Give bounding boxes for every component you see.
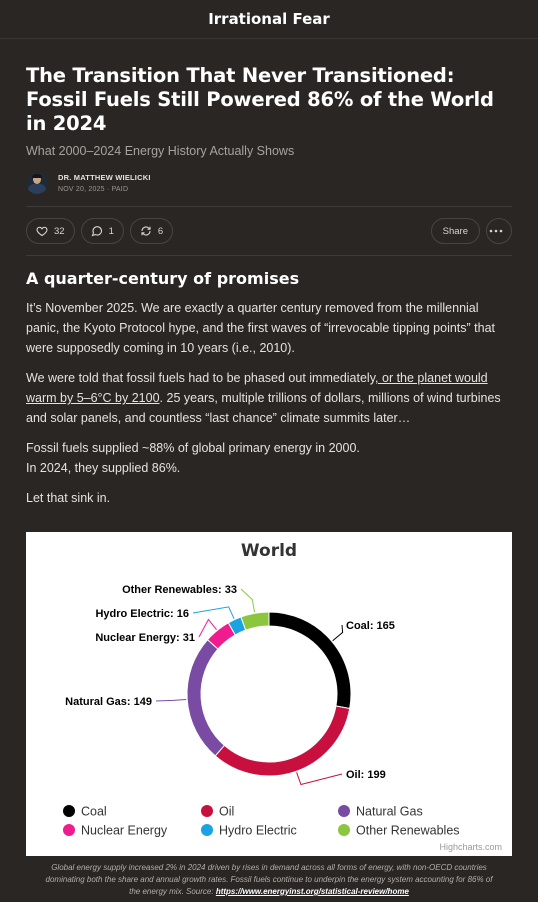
legend-item-nuclear-energy[interactable]: Nuclear Energy	[81, 823, 168, 838]
paragraph-4: Let that sink in.	[26, 491, 111, 505]
slice-coal[interactable]	[269, 612, 351, 708]
legend-item-other-renewables[interactable]: Other Renewables	[356, 823, 460, 838]
connector-hydro-electric	[193, 607, 234, 619]
data-label-oil: Oil: 199	[346, 769, 386, 781]
section-heading: A quarter-century of promises	[26, 269, 300, 288]
restack-button[interactable]	[130, 218, 173, 244]
legend-marker-other-renewables[interactable]	[338, 824, 350, 836]
avatar[interactable]	[26, 172, 48, 194]
connector-other-renewables	[241, 589, 255, 612]
donut-chart	[26, 532, 512, 856]
comment-button[interactable]	[81, 218, 124, 244]
like-count: 32	[54, 225, 65, 237]
slice-oil[interactable]	[215, 706, 349, 776]
connector-coal	[333, 625, 343, 641]
comment-count: 1	[108, 225, 114, 237]
byline-meta	[58, 173, 151, 193]
paragraph-1: It’s November 2025. We are exactly a quarter century removed from the millennial panic, the Kyoto Protocol hype, and the first waves of “irrevocable tipping points” that were supposedly coming in 10 years (i.e., 2010).	[26, 301, 496, 355]
paragraph-2	[26, 368, 512, 428]
restack-icon	[140, 225, 152, 237]
more-options-button[interactable]	[486, 218, 512, 244]
connector-natural-gas	[156, 699, 186, 701]
post-container	[0, 64, 538, 898]
legend-marker-nuclear-energy[interactable]	[63, 824, 75, 836]
comment-icon	[91, 225, 103, 237]
divider	[26, 255, 512, 256]
more-dots-icon	[489, 229, 503, 233]
slice-other-renewables[interactable]	[241, 612, 269, 630]
restack-count: 6	[157, 225, 164, 237]
legend-item-coal[interactable]: Coal	[81, 804, 107, 819]
data-label-other-renewables: Other Renewables: 33	[122, 584, 237, 596]
chart-credits[interactable]: Highcharts.com	[439, 842, 502, 852]
legend-marker-oil[interactable]	[201, 805, 213, 817]
paragraph-2-link[interactable]: , or the planet would warm by 5–6°C by 2100	[26, 371, 488, 405]
data-label-coal: Coal: 165	[346, 620, 395, 632]
post-date: NOV 20, 2025 · PAID	[58, 186, 129, 193]
action-bar	[26, 207, 512, 255]
legend-item-natural-gas[interactable]: Natural Gas	[356, 804, 423, 819]
image-caption	[40, 862, 498, 898]
author-name[interactable]: DR. MATTHEW WIELICKI	[58, 173, 151, 182]
paragraph-3	[26, 438, 512, 478]
paragraph-3-line-2: In 2024, they supplied 86%.	[26, 461, 181, 475]
like-button[interactable]	[26, 218, 75, 244]
chart-title: World	[240, 541, 298, 561]
paragraph-2-tail: . 25 years, multiple trillions of dollars, millions of wind turbines and solar panels, and countless “last chance” climate summits later…	[26, 391, 501, 425]
legend-marker-coal[interactable]	[63, 805, 75, 817]
legend-marker-natural-gas[interactable]	[338, 805, 350, 817]
connector-oil	[297, 772, 342, 784]
data-label-natural-gas: Natural Gas: 149	[65, 696, 152, 708]
share-label: Share	[442, 225, 468, 237]
legend-item-oil[interactable]: Oil	[219, 804, 235, 819]
chart-image[interactable]	[26, 532, 512, 856]
legend-item-hydro-electric[interactable]: Hydro Electric	[219, 823, 297, 838]
share-button[interactable]	[431, 218, 480, 244]
post-title: The Transition That Never Transitioned: Fossil Fuels Still Powered 86% of the World in 2024	[26, 64, 494, 135]
post-subtitle: What 2000–2024 Energy History Actually Shows	[26, 144, 295, 158]
caption-source-link[interactable]: https://www.energyinst.org/statistical-review/home	[215, 887, 409, 896]
data-label-nuclear-energy: Nuclear Energy: 31	[95, 632, 195, 644]
heart-icon	[36, 225, 48, 237]
paragraph-3-line-1: Fossil fuels supplied ~88% of global primary energy in 2000.	[26, 441, 360, 455]
legend-marker-hydro-electric[interactable]	[201, 824, 213, 836]
slice-natural-gas[interactable]	[187, 640, 224, 756]
byline	[26, 172, 512, 194]
caption-text: Global energy supply increased 2% in 2024 driven by rises in demand across all forms of energy, with non-OECD countries dominating both the share and annual growth rates. Fossil fuels continue to underpin the energy system accounting for 86% of the energy mix. Source:	[45, 863, 493, 896]
publication-name[interactable]: Irrational Fear	[208, 10, 330, 28]
top-bar	[0, 0, 538, 39]
paragraph-2-text: We were told that fossil fuels had to be phased out immediately	[26, 371, 376, 385]
data-label-hydro-electric: Hydro Electric: 16	[95, 608, 189, 620]
